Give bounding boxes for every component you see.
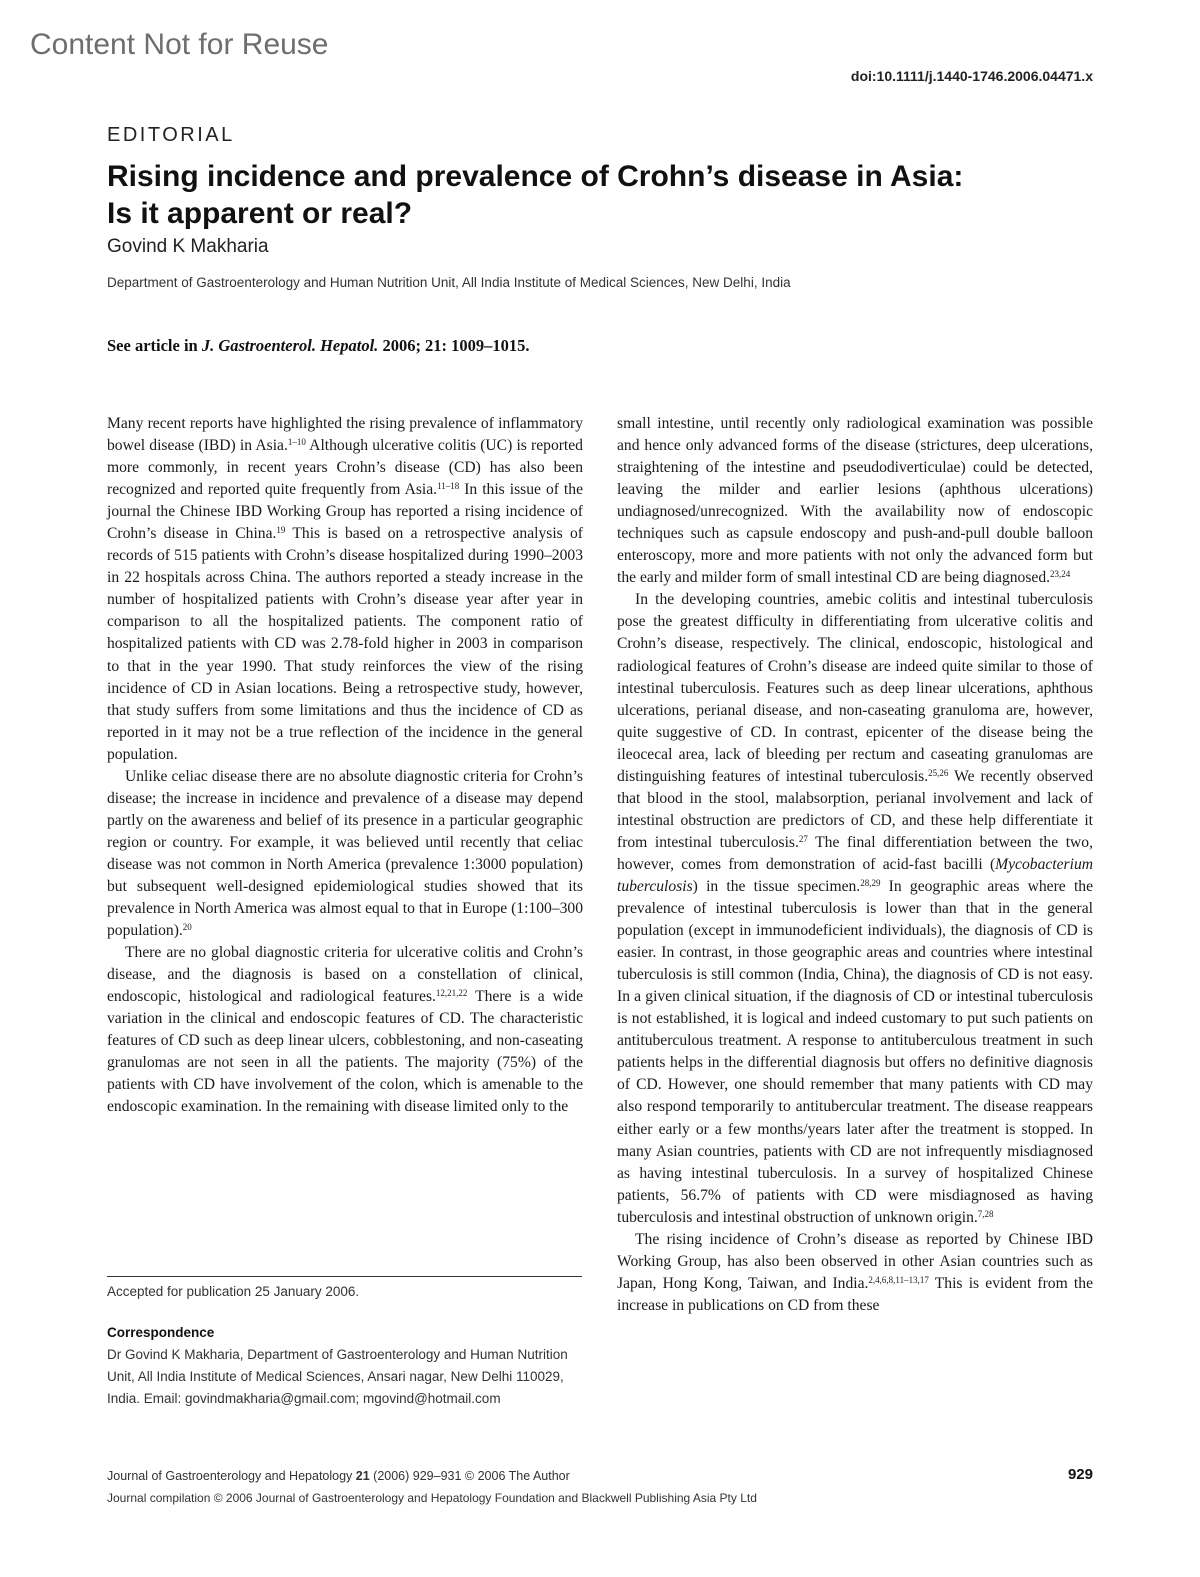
reference-citation[interactable]: 27 xyxy=(798,833,808,844)
reference-citation[interactable]: 20 xyxy=(182,922,192,933)
see-article-reference[interactable] xyxy=(107,336,530,356)
reference-citation[interactable]: 12,21,22 xyxy=(435,988,468,999)
see-article-citation: 2006; 21: 1009–1015. xyxy=(378,336,530,355)
correspondence-heading: Correspondence xyxy=(107,1325,215,1340)
reference-citation[interactable]: 23,24 xyxy=(1050,569,1071,580)
correspondence-text: Dr Govind K Makharia, Department of Gastroenterology and Human Nutrition Unit, All India Institute of Medical Sciences, Ansari nagar, New Delhi 110029, India. Email: govindmakharia@gmail.com; mgovind@hotmail.com xyxy=(107,1347,568,1406)
body-column-left xyxy=(107,413,583,1119)
accepted-date: Accepted for publication 25 January 2006. xyxy=(107,1284,360,1299)
body-paragraph-4: In the developing countries, amebic colitis and intestinal tuberculosis pose the greatest difficulty in differentiating from ulcerative colitis and Crohn’s disease, respectively. The clinical, endoscopic, histological and radiological features of Crohn’s disease are indeed quite similar to those of intestinal tuberculosis. Features such as deep linear ulcerations, aphthous ulcerations, perianal disease, and non-caseating granuloma are, however, quite suggestive of CD. In contrast, epicenter of the disease being the ileocecal area, lack of bleeding per rectum and caseating granulomas are distinguishing features of intestinal tuberculosis.$^{25,26}$ We recently observed that blood in the stool, malabsorption, perianal involvement and lack of intestinal obstruction are predictors of CD, and these help differentiate it from intestinal tuberculosis.$^{27}$ The final differentiation between the two, however, comes from demonstration of acid-fast bacilli (Mycobacterium tuberculosis) in the tissue specimen.$^{28,29}$ In geographic areas where the prevalence of intestinal tuberculosis is lower than that in the general population (except in immunodeficient individuals), the diagnosis of CD is easier. In contrast, in those geographic areas and countries where intestinal tuberculosis is still common (India, China), the diagnosis of CD is not easy. In a given clinical situation, if the diagnosis of CD or intestinal tuberculosis is not established, it is logical and indeed customary to put such patients on antituberculous treatment. A response to antituberculous treatment in such patients helps in the differential diagnosis but offers no definitive diagnosis of CD. However, one should remember that many patients with CD may also respond temporarily to antitubercular treatment. The disease reappears either early or a few months/years later after the treatment is stopped. In many Asian countries, patients with CD are not infrequently misdiagnosed as having intestinal tuberculosis. In a survey of hospitalized Chinese patients, 56.7% of patients with CD were misdiagnosed as having tuberculosis and intestinal obstruction of unknown origin.$^{7,28}$ xyxy=(617,591,1094,1226)
reference-citation[interactable]: 7,28 xyxy=(977,1208,994,1219)
body-paragraph-3-part-2: small intestine, until recently only radiological examination was possible and hence only advanced forms of the disease (strictures, deep ulcerations, straightening of the intestine and pseudodiverticulae) could be detected, leaving the milder and earlier lesions (aphthous ulcerations) undiagnosed/unrecognized. With the availability now of endoscopic techniques such as capsule endoscopy and push-and-pull double balloon enteroscopy, more and more patients with not only the advanced form but the early and milder form of small intestinal CD are being diagnosed.$^{23,24}$ xyxy=(617,415,1093,587)
article-title xyxy=(107,158,1097,232)
body-paragraph-2: Unlike celiac disease there are no absolute diagnostic criteria for Crohn’s disease; the increase in incidence and prevalence of a disease may depend partly on the awareness and belief of its presence in a particular geographic region or country. For example, it was believed until recently that celiac disease was not common in North America (prevalence 1:3000 population) but subsequent well-designed epidemiological studies showed that its prevalence in North America was almost equal to that in Europe (1:100–300 population).$^{20}$ xyxy=(107,767,583,940)
watermark: Content Not for Reuse xyxy=(30,28,329,61)
footnote-divider xyxy=(107,1276,582,1277)
footer-journal-info: Journal of Gastroenterology and Hepatology 21 (2006) 929–931 © 2006 The Author xyxy=(107,1469,570,1483)
section-label: EDITORIAL xyxy=(107,124,235,146)
reference-citation[interactable]: 28,29 xyxy=(860,877,881,888)
author-name: Govind K Makharia xyxy=(107,236,269,257)
see-article-journal: J. Gastroenterol. Hepatol. xyxy=(201,336,379,355)
footer-compilation: Journal compilation © 2006 Journal of Gastroenterology and Hepatology Foundation and Blackwell Publishing Asia Pty Ltd xyxy=(107,1491,757,1505)
footer-volume: 21 xyxy=(355,1469,370,1483)
organism-name: Mycobacterium tuberculosis xyxy=(617,855,1093,895)
reference-citation[interactable]: 11–18 xyxy=(437,481,460,492)
page-number: 929 xyxy=(1067,1466,1093,1483)
reference-citation[interactable]: 1–10 xyxy=(287,437,306,448)
reference-citation[interactable]: 19 xyxy=(276,525,286,536)
body-paragraph-3-part-1: There are no global diagnostic criteria for ulcerative colitis and Crohn’s disease, and the diagnosis is based on a constellation of clinical, endoscopic, histological and radiological features.$^{12,21,22}$ There is a wide variation in the clinical and endoscopic features of CD. The characteristic features of CD such as deep linear ulcers, cobblestoning, and non-caseating granulomas are not seen in all the patients. The majority (75%) of the patients with CD have involvement of the colon, which is amenable to the endoscopic examination. In the remaining with disease limited only to the xyxy=(107,944,583,1116)
reference-citation[interactable]: 25,26 xyxy=(928,767,949,778)
see-article-prefix: See article in xyxy=(107,336,202,355)
doi-link[interactable]: doi:10.1111/j.1440-1746.2006.04471.x xyxy=(850,68,1093,84)
title-line-2: Is it apparent or real? xyxy=(107,197,413,230)
body-paragraph-5: The rising incidence of Crohn’s disease as reported by Chinese IBD Working Group, has also been observed in other Asian countries such as Japan, Hong Kong, Taiwan, and India.$^{2,4,6,8,11-13,17}$ This is evident from the increase in publications on CD from these xyxy=(617,1230,1093,1314)
title-line-1: Rising incidence and prevalence of Crohn’s disease in Asia: xyxy=(107,160,964,193)
body-paragraph-1: Many recent reports have highlighted the rising prevalence of inflammatory bowel disease (IBD) in Asia.$^{1-10}$ Although ulcerative colitis (UC) is reported more commonly, in recent years Crohn’s disease (CD) has also been recognized and reported quite frequently from Asia.$^{11-18}$ In this issue of the journal the Chinese IBD Working Group has reported a rising incidence of Crohn’s disease in China.$^{19}$ This is based on a retrospective analysis of records of 515 patients with Crohn’s disease hospitalized during 1990–2003 in 22 hospitals across China. The authors reported a steady increase in the number of hospitalized patients with Crohn’s disease year after year in comparison to all the hospitalized patients. The component ratio of hospitalized patients with CD was 2.78-fold higher in 2003 in comparison to that in the year 1990. That study reinforces the view of the rising incidence of CD in Asian locations. Being a retrospective study, however, that study suffers from some limitations and thus the incidence of CD as reported in it may not be a true reflection of the incidence in the general population. xyxy=(107,415,583,763)
reference-citation[interactable]: 2,4,6,8,11–13,17 xyxy=(868,1274,929,1285)
body-column-right xyxy=(617,413,1093,1317)
author-affiliation: Department of Gastroenterology and Human Nutrition Unit, All India Institute of Medical Sciences, New Delhi, India xyxy=(107,275,791,290)
